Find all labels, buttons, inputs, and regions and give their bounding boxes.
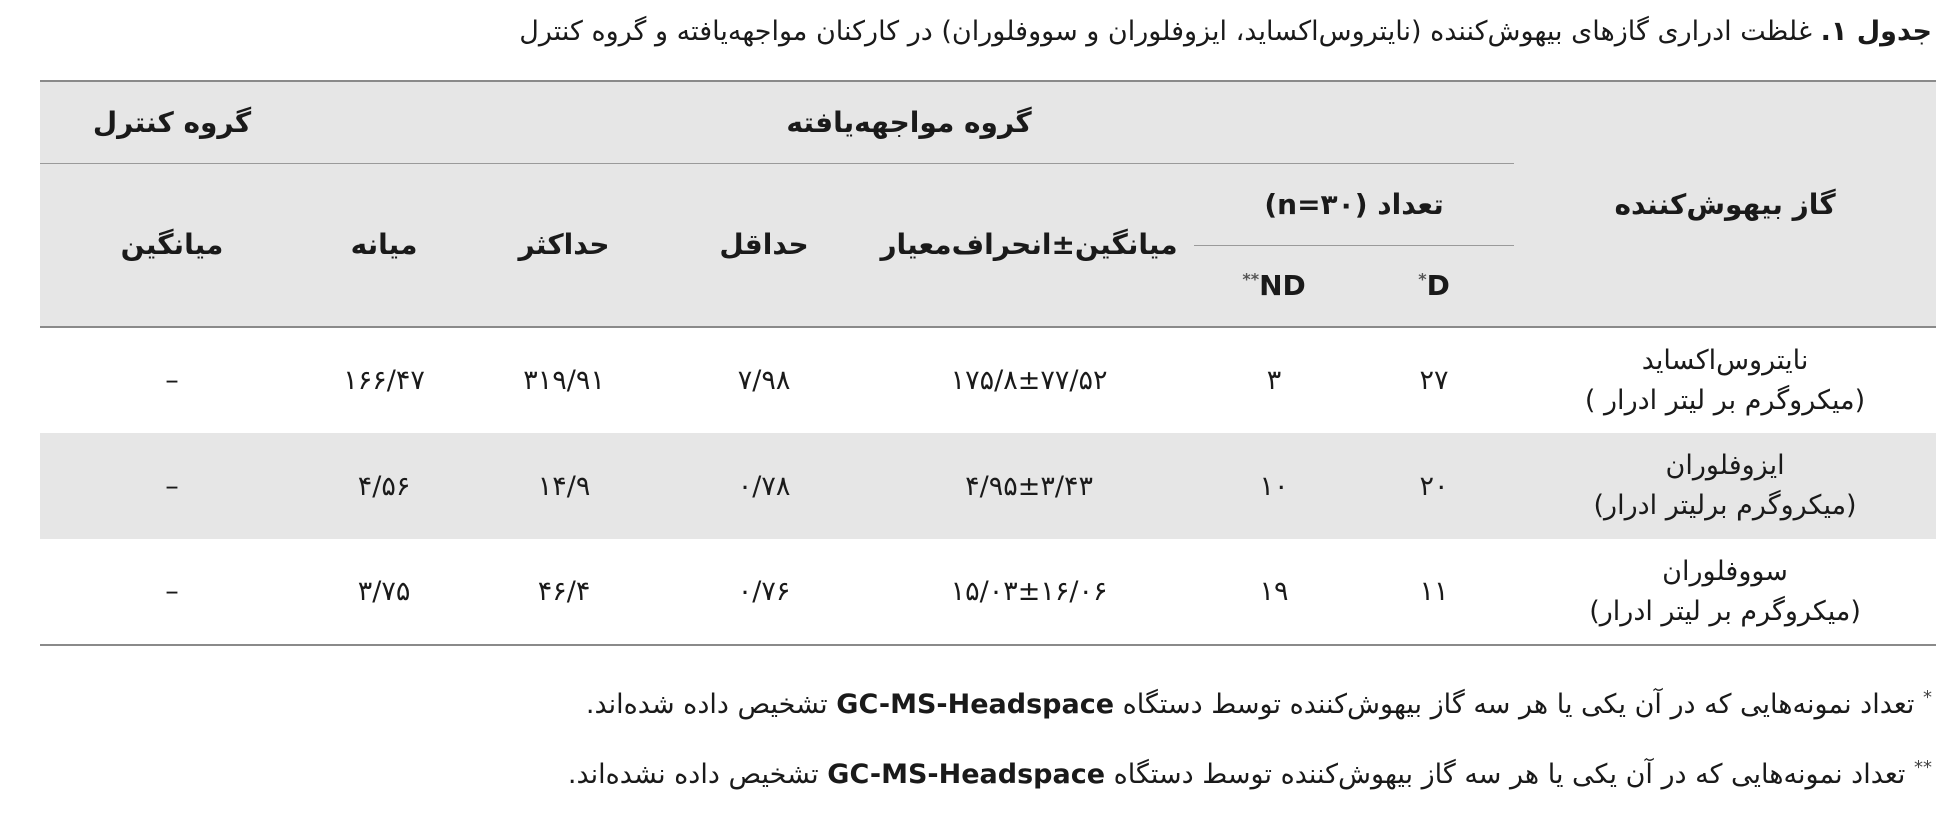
gas-name: نایتروس‌اکساید (1641, 344, 1809, 376)
footnote-not-detected (12, 748, 1932, 795)
footnote-device: GC-MS-Headspace (836, 689, 1115, 720)
cell-control-mean: – (165, 576, 179, 607)
cell-mean-sd: ۴/۹۵±۳/۴۳ (864, 433, 1194, 539)
cell-max: ۴۶/۴ (537, 576, 591, 607)
header-gas: گاز بیهوش‌کننده (1514, 81, 1936, 327)
cell-median: ۴/۵۶ (304, 433, 464, 539)
cell-max: ۳۱۹/۹۱ (523, 365, 605, 396)
header-mean-sd: میانگین±انحراف‌معیار (864, 163, 1194, 327)
table-body (40, 327, 1936, 645)
table-row (40, 433, 1936, 539)
footnote-mark: * (1923, 687, 1932, 708)
header-median: میانه (304, 163, 464, 327)
footnote-device: GC-MS-Headspace (827, 759, 1106, 790)
header-exposed-group: گروه مواجهه‌یافته (304, 81, 1514, 163)
header-nd: ND** (1194, 245, 1354, 327)
cell-max: ۱۴/۹ (464, 433, 664, 539)
cell-d: ۱۱ (1419, 576, 1449, 607)
cell-min: ۰/۷۶ (737, 576, 791, 607)
header-min: حداقل (664, 163, 864, 327)
table-header (40, 81, 1936, 327)
cell-median: ۳/۷۵ (357, 576, 411, 607)
gas-unit: (میکروگرم بر لیتر ادرار ) (1584, 384, 1866, 416)
cell-nd: ۱۹ (1259, 576, 1289, 607)
footnote-text-before: تعداد نمونه‌هایی که در آن یکی یا هر سه گاز بیهوش‌کننده توسط دستگاه (1122, 689, 1915, 720)
cell-nd: ۱۰ (1194, 433, 1354, 539)
gas-cell (1514, 433, 1936, 539)
header-control-group: گروه کنترل (40, 81, 304, 163)
gas-unit: (میکروگرم بر لیتر ادرار) (1589, 595, 1861, 627)
header-d-mark: * (1418, 269, 1427, 289)
cell-control-mean: – (165, 365, 179, 396)
cell-median: ۱۶۶/۴۷ (343, 365, 425, 396)
concentration-table (40, 80, 1936, 646)
gas-cell (1514, 539, 1936, 645)
table-row (40, 539, 1936, 645)
header-control-mean: میانگین (40, 163, 304, 327)
header-max: حداکثر (464, 163, 664, 327)
header-count: تعداد (n=۳۰) (1194, 163, 1514, 245)
footnote-text-before: تعداد نمونه‌هایی که در آن یکی یا هر سه گاز بیهوش‌کننده توسط دستگاه (1113, 759, 1906, 790)
cell-nd: ۳ (1266, 365, 1282, 396)
cell-min: ۰/۷۸ (664, 433, 864, 539)
header-d: D* (1354, 245, 1514, 327)
cell-control-mean: – (40, 433, 304, 539)
caption-label: جدول ۱. (1820, 16, 1932, 47)
gas-unit: (میکروگرم برلیتر ادرار) (1593, 490, 1857, 521)
footnote-text-after: تشخیص داده نشده‌اند. (567, 759, 819, 790)
table-row (40, 327, 1936, 433)
cell-d: ۲۰ (1354, 433, 1514, 539)
footnote-detected (12, 678, 1932, 725)
cell-d: ۲۷ (1419, 365, 1449, 396)
table-caption (12, 10, 1932, 54)
caption-text: غلظت ادراری گازهای بیهوش‌کننده (نایتروس‌اکساید، ایزوفلوران و سووفلوران) در کارکنان مواجهه‌یافته و گروه کنترل (519, 16, 1812, 47)
gas-cell (1514, 327, 1936, 433)
cell-mean-sd: ۱۷۵/۸±۷۷/۵۲ (950, 365, 1108, 396)
gas-name: سووفلوران (1662, 555, 1788, 587)
footnote-mark: ** (1914, 757, 1932, 778)
cell-mean-sd: ۱۵/۰۳±۱۶/۰۶ (950, 576, 1108, 607)
footnote-text-after: تشخیص داده شده‌اند. (585, 689, 828, 720)
cell-min: ۷/۹۸ (737, 365, 791, 396)
gas-name: ایزوفلوران (1665, 450, 1785, 481)
header-nd-mark: ** (1242, 269, 1260, 289)
